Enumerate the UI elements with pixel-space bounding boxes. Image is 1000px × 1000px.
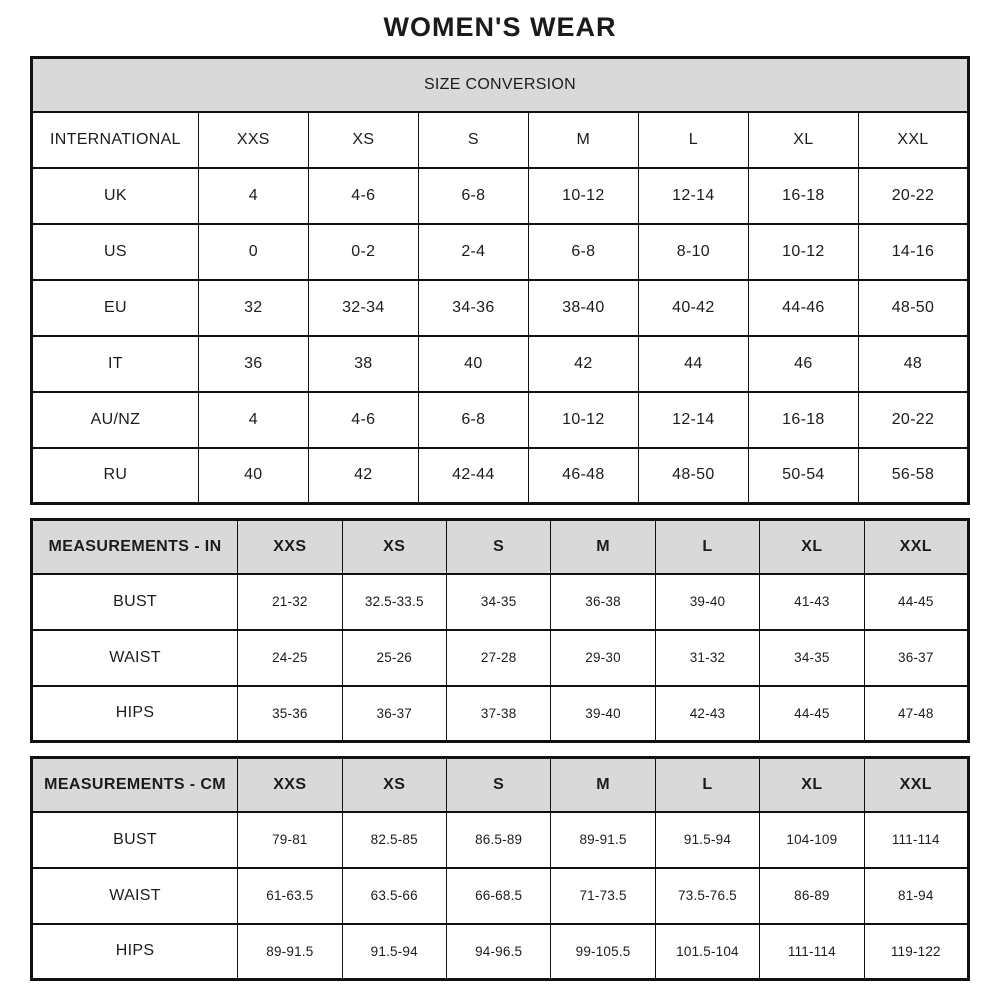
value-cell: 35-36 bbox=[238, 686, 342, 742]
size-cell: 4 bbox=[198, 392, 308, 448]
size-cell: 38-40 bbox=[528, 280, 638, 336]
size-cell: 44-46 bbox=[748, 280, 858, 336]
size-chart-page bbox=[30, 0, 970, 981]
size-cell: 50-54 bbox=[748, 448, 858, 504]
value-cell: 111-114 bbox=[760, 924, 864, 980]
size-header-cell: M bbox=[551, 758, 655, 812]
value-cell: 91.5-94 bbox=[342, 924, 446, 980]
size-cell: 14-16 bbox=[858, 224, 968, 280]
row-label-waist: WAIST bbox=[32, 630, 238, 686]
size-cell: 46-48 bbox=[528, 448, 638, 504]
size-cell: 44 bbox=[638, 336, 748, 392]
size-cell: 48-50 bbox=[638, 448, 748, 504]
value-cell: 36-38 bbox=[551, 574, 655, 630]
size-cell: 40 bbox=[198, 448, 308, 504]
row-label-us: US bbox=[32, 224, 199, 280]
value-cell: 21-32 bbox=[238, 574, 342, 630]
value-cell: 24-25 bbox=[238, 630, 342, 686]
size-cell: M bbox=[528, 112, 638, 168]
size-header-cell: XXS bbox=[238, 758, 342, 812]
size-cell: 20-22 bbox=[858, 168, 968, 224]
table-row bbox=[32, 112, 969, 168]
row-label-ru: RU bbox=[32, 448, 199, 504]
measurements-in-header: MEASUREMENTS - IN bbox=[32, 520, 238, 574]
value-cell: 36-37 bbox=[864, 630, 968, 686]
row-label-bust: BUST bbox=[32, 812, 238, 868]
size-header-cell: XS bbox=[342, 758, 446, 812]
size-cell: 4-6 bbox=[308, 392, 418, 448]
size-cell: 4 bbox=[198, 168, 308, 224]
value-cell: 36-37 bbox=[342, 686, 446, 742]
value-cell: 39-40 bbox=[551, 686, 655, 742]
size-cell: 32-34 bbox=[308, 280, 418, 336]
size-cell: 42 bbox=[308, 448, 418, 504]
size-cell: 32 bbox=[198, 280, 308, 336]
value-cell: 86-89 bbox=[760, 868, 864, 924]
table-header-row bbox=[32, 58, 969, 112]
size-cell: 36 bbox=[198, 336, 308, 392]
size-cell: 4-6 bbox=[308, 168, 418, 224]
size-header-cell: XXL bbox=[864, 758, 968, 812]
size-cell: 46 bbox=[748, 336, 858, 392]
value-cell: 82.5-85 bbox=[342, 812, 446, 868]
value-cell: 79-81 bbox=[238, 812, 342, 868]
value-cell: 34-35 bbox=[446, 574, 550, 630]
size-cell: 0-2 bbox=[308, 224, 418, 280]
value-cell: 39-40 bbox=[655, 574, 759, 630]
size-header-cell: XS bbox=[342, 520, 446, 574]
value-cell: 91.5-94 bbox=[655, 812, 759, 868]
value-cell: 44-45 bbox=[864, 574, 968, 630]
table-row bbox=[32, 686, 969, 742]
size-cell: 10-12 bbox=[528, 168, 638, 224]
value-cell: 29-30 bbox=[551, 630, 655, 686]
value-cell: 81-94 bbox=[864, 868, 968, 924]
value-cell: 42-43 bbox=[655, 686, 759, 742]
size-header-cell: XL bbox=[760, 758, 864, 812]
table-row bbox=[32, 280, 969, 336]
row-label-uk: UK bbox=[32, 168, 199, 224]
value-cell: 66-68.5 bbox=[446, 868, 550, 924]
measurements-cm-header: MEASUREMENTS - CM bbox=[32, 758, 238, 812]
value-cell: 73.5-76.5 bbox=[655, 868, 759, 924]
size-cell: 2-4 bbox=[418, 224, 528, 280]
row-label-aunz: AU/NZ bbox=[32, 392, 199, 448]
measurements-in-table bbox=[30, 518, 970, 743]
table-row bbox=[32, 168, 969, 224]
size-cell: 20-22 bbox=[858, 392, 968, 448]
value-cell: 101.5-104 bbox=[655, 924, 759, 980]
value-cell: 94-96.5 bbox=[446, 924, 550, 980]
value-cell: 63.5-66 bbox=[342, 868, 446, 924]
row-label-hips: HIPS bbox=[32, 686, 238, 742]
size-cell: 16-18 bbox=[748, 392, 858, 448]
size-cell: 10-12 bbox=[748, 224, 858, 280]
size-cell: 34-36 bbox=[418, 280, 528, 336]
size-conversion-header: SIZE CONVERSION bbox=[32, 58, 969, 112]
page-title: WOMEN'S WEAR bbox=[383, 12, 617, 42]
size-conversion-table bbox=[30, 56, 970, 505]
table-row bbox=[32, 448, 969, 504]
table-row bbox=[32, 574, 969, 630]
size-cell: 48 bbox=[858, 336, 968, 392]
row-label-bust: BUST bbox=[32, 574, 238, 630]
size-header-cell: L bbox=[655, 758, 759, 812]
value-cell: 34-35 bbox=[760, 630, 864, 686]
size-header-cell: XXL bbox=[864, 520, 968, 574]
size-cell: 38 bbox=[308, 336, 418, 392]
size-cell: XS bbox=[308, 112, 418, 168]
size-cell: 16-18 bbox=[748, 168, 858, 224]
size-cell: 0 bbox=[198, 224, 308, 280]
size-cell: 6-8 bbox=[528, 224, 638, 280]
value-cell: 44-45 bbox=[760, 686, 864, 742]
table-header-row bbox=[32, 758, 969, 812]
table-row bbox=[32, 630, 969, 686]
size-cell: 8-10 bbox=[638, 224, 748, 280]
value-cell: 41-43 bbox=[760, 574, 864, 630]
row-label-eu: EU bbox=[32, 280, 199, 336]
size-cell: 40-42 bbox=[638, 280, 748, 336]
size-cell: 12-14 bbox=[638, 392, 748, 448]
value-cell: 89-91.5 bbox=[238, 924, 342, 980]
value-cell: 47-48 bbox=[864, 686, 968, 742]
value-cell: 86.5-89 bbox=[446, 812, 550, 868]
size-cell: 42-44 bbox=[418, 448, 528, 504]
value-cell: 27-28 bbox=[446, 630, 550, 686]
row-label-hips: HIPS bbox=[32, 924, 238, 980]
table-row bbox=[32, 336, 969, 392]
value-cell: 104-109 bbox=[760, 812, 864, 868]
value-cell: 89-91.5 bbox=[551, 812, 655, 868]
value-cell: 119-122 bbox=[864, 924, 968, 980]
size-cell: XXS bbox=[198, 112, 308, 168]
value-cell: 111-114 bbox=[864, 812, 968, 868]
size-header-cell: S bbox=[446, 758, 550, 812]
value-cell: 32.5-33.5 bbox=[342, 574, 446, 630]
table-row bbox=[32, 224, 969, 280]
size-cell: 10-12 bbox=[528, 392, 638, 448]
size-cell: 56-58 bbox=[858, 448, 968, 504]
size-header-cell: M bbox=[551, 520, 655, 574]
table-row bbox=[32, 812, 969, 868]
row-label-waist: WAIST bbox=[32, 868, 238, 924]
table-row bbox=[32, 868, 969, 924]
size-header-cell: S bbox=[446, 520, 550, 574]
value-cell: 37-38 bbox=[446, 686, 550, 742]
size-cell: XL bbox=[748, 112, 858, 168]
size-cell: XXL bbox=[858, 112, 968, 168]
size-cell: S bbox=[418, 112, 528, 168]
table-header-row bbox=[32, 520, 969, 574]
size-header-cell: XXS bbox=[238, 520, 342, 574]
value-cell: 31-32 bbox=[655, 630, 759, 686]
value-cell: 99-105.5 bbox=[551, 924, 655, 980]
size-cell: 42 bbox=[528, 336, 638, 392]
size-cell: 12-14 bbox=[638, 168, 748, 224]
table-row bbox=[32, 392, 969, 448]
size-cell: 6-8 bbox=[418, 168, 528, 224]
size-header-cell: XL bbox=[760, 520, 864, 574]
row-label-it: IT bbox=[32, 336, 199, 392]
size-cell: L bbox=[638, 112, 748, 168]
size-cell: 48-50 bbox=[858, 280, 968, 336]
value-cell: 71-73.5 bbox=[551, 868, 655, 924]
row-label-international: INTERNATIONAL bbox=[32, 112, 199, 168]
measurements-cm-table bbox=[30, 756, 970, 981]
size-cell: 40 bbox=[418, 336, 528, 392]
size-header-cell: L bbox=[655, 520, 759, 574]
value-cell: 61-63.5 bbox=[238, 868, 342, 924]
value-cell: 25-26 bbox=[342, 630, 446, 686]
table-row bbox=[32, 924, 969, 980]
size-cell: 6-8 bbox=[418, 392, 528, 448]
